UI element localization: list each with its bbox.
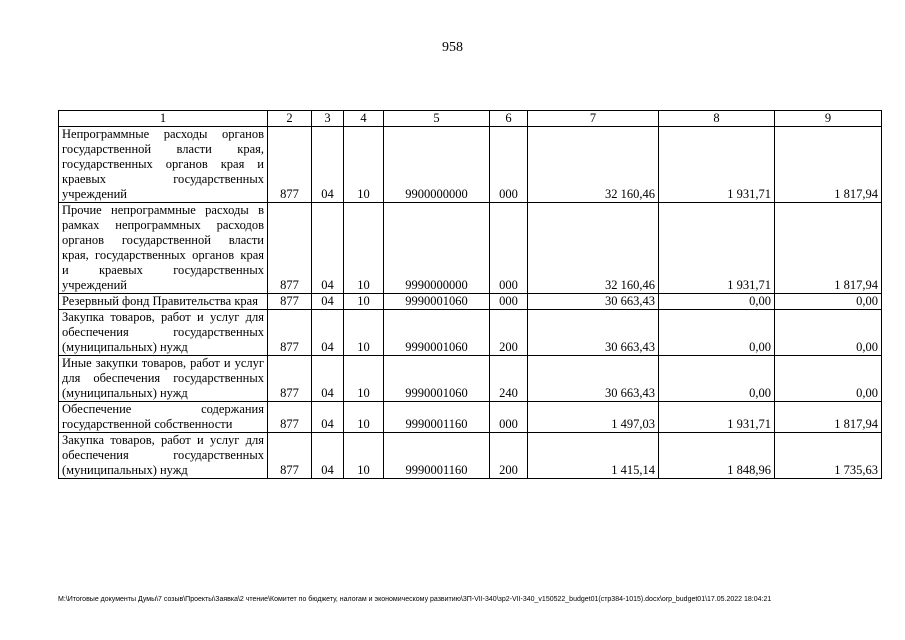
page-number: 958	[442, 40, 463, 55]
row-amount-8: 1 848,96	[659, 433, 775, 479]
row-target-article: 9990001060	[384, 294, 490, 310]
row-name: Закупка товаров, работ и услуг для обеспечения государственных (муниципальных) нужд	[59, 310, 268, 356]
header-cell-9: 9	[775, 111, 882, 127]
row-expense-type: 240	[490, 356, 528, 402]
table-row	[59, 127, 882, 203]
row-name: Непрограммные расходы органов государственной власти края, государственных органов края и краевых государственных учреждений	[59, 127, 268, 203]
row-ministry-code: 877	[268, 433, 312, 479]
row-subsection: 10	[344, 127, 384, 203]
row-amount-7: 1 497,03	[528, 402, 659, 433]
row-name: Иные закупки товаров, работ и услуг для обеспечения государственных (муниципальных) нужд	[59, 356, 268, 402]
row-subsection: 10	[344, 356, 384, 402]
budget-table	[58, 110, 882, 479]
row-target-article: 9900000000	[384, 127, 490, 203]
table-row	[59, 356, 882, 402]
row-subsection: 10	[344, 402, 384, 433]
header-row	[59, 111, 882, 127]
row-amount-7: 1 415,14	[528, 433, 659, 479]
row-amount-9: 1 735,63	[775, 433, 882, 479]
header-cell-7: 7	[528, 111, 659, 127]
header-cell-6: 6	[490, 111, 528, 127]
row-target-article: 9990001160	[384, 433, 490, 479]
table-row	[59, 203, 882, 294]
row-amount-9: 0,00	[775, 310, 882, 356]
row-target-article: 9990000000	[384, 203, 490, 294]
row-amount-9: 1 817,94	[775, 402, 882, 433]
row-amount-9: 1 817,94	[775, 127, 882, 203]
file-path-footer: M:\Итоговые документы Думы\7 созыв\Проекты\Заявка\2 чтение\Комитет по бюджету, налогам и экономическому развитию\3П-VII-340\зр2-VII-340_v150522_budget01(стр384-1015).docx\orp_budget01\17.05.2022 18:04:21	[58, 596, 772, 603]
row-ministry-code: 877	[268, 402, 312, 433]
row-amount-7: 30 663,43	[528, 310, 659, 356]
row-subsection: 10	[344, 294, 384, 310]
header-cell-8: 8	[659, 111, 775, 127]
row-expense-type: 000	[490, 127, 528, 203]
row-name: Резервный фонд Правительства края	[59, 294, 268, 310]
row-expense-type: 200	[490, 310, 528, 356]
header-cell-5: 5	[384, 111, 490, 127]
row-section: 04	[312, 294, 344, 310]
row-ministry-code: 877	[268, 203, 312, 294]
row-amount-7: 32 160,46	[528, 203, 659, 294]
row-amount-8: 0,00	[659, 356, 775, 402]
row-amount-9: 0,00	[775, 294, 882, 310]
header-cell-4: 4	[344, 111, 384, 127]
row-amount-7: 30 663,43	[528, 294, 659, 310]
row-ministry-code: 877	[268, 310, 312, 356]
row-target-article: 9990001160	[384, 402, 490, 433]
row-expense-type: 000	[490, 294, 528, 310]
row-amount-8: 0,00	[659, 294, 775, 310]
header-cell-1: 1	[59, 111, 268, 127]
table-row	[59, 402, 882, 433]
row-amount-9: 0,00	[775, 356, 882, 402]
row-name: Закупка товаров, работ и услуг для обеспечения государственных (муниципальных) нужд	[59, 433, 268, 479]
row-amount-8: 1 931,71	[659, 203, 775, 294]
row-name: Прочие непрограммные расходы в рамках непрограммных расходов органов государственной власти края, государственных органов края и краевых государственных учреждений	[59, 203, 268, 294]
row-amount-8: 0,00	[659, 310, 775, 356]
table-row	[59, 294, 882, 310]
row-expense-type: 000	[490, 203, 528, 294]
table-row	[59, 310, 882, 356]
row-subsection: 10	[344, 203, 384, 294]
row-section: 04	[312, 356, 344, 402]
row-ministry-code: 877	[268, 127, 312, 203]
row-amount-9: 1 817,94	[775, 203, 882, 294]
row-expense-type: 200	[490, 433, 528, 479]
row-target-article: 9990001060	[384, 356, 490, 402]
row-amount-8: 1 931,71	[659, 127, 775, 203]
row-section: 04	[312, 433, 344, 479]
row-target-article: 9990001060	[384, 310, 490, 356]
row-subsection: 10	[344, 310, 384, 356]
row-ministry-code: 877	[268, 356, 312, 402]
row-amount-8: 1 931,71	[659, 402, 775, 433]
row-section: 04	[312, 203, 344, 294]
row-amount-7: 32 160,46	[528, 127, 659, 203]
row-ministry-code: 877	[268, 294, 312, 310]
row-subsection: 10	[344, 433, 384, 479]
row-amount-7: 30 663,43	[528, 356, 659, 402]
row-name: Обеспечение содержания государственной собственности	[59, 402, 268, 433]
row-section: 04	[312, 402, 344, 433]
row-section: 04	[312, 310, 344, 356]
header-cell-2: 2	[268, 111, 312, 127]
header-cell-3: 3	[312, 111, 344, 127]
row-expense-type: 000	[490, 402, 528, 433]
row-section: 04	[312, 127, 344, 203]
table-row	[59, 433, 882, 479]
